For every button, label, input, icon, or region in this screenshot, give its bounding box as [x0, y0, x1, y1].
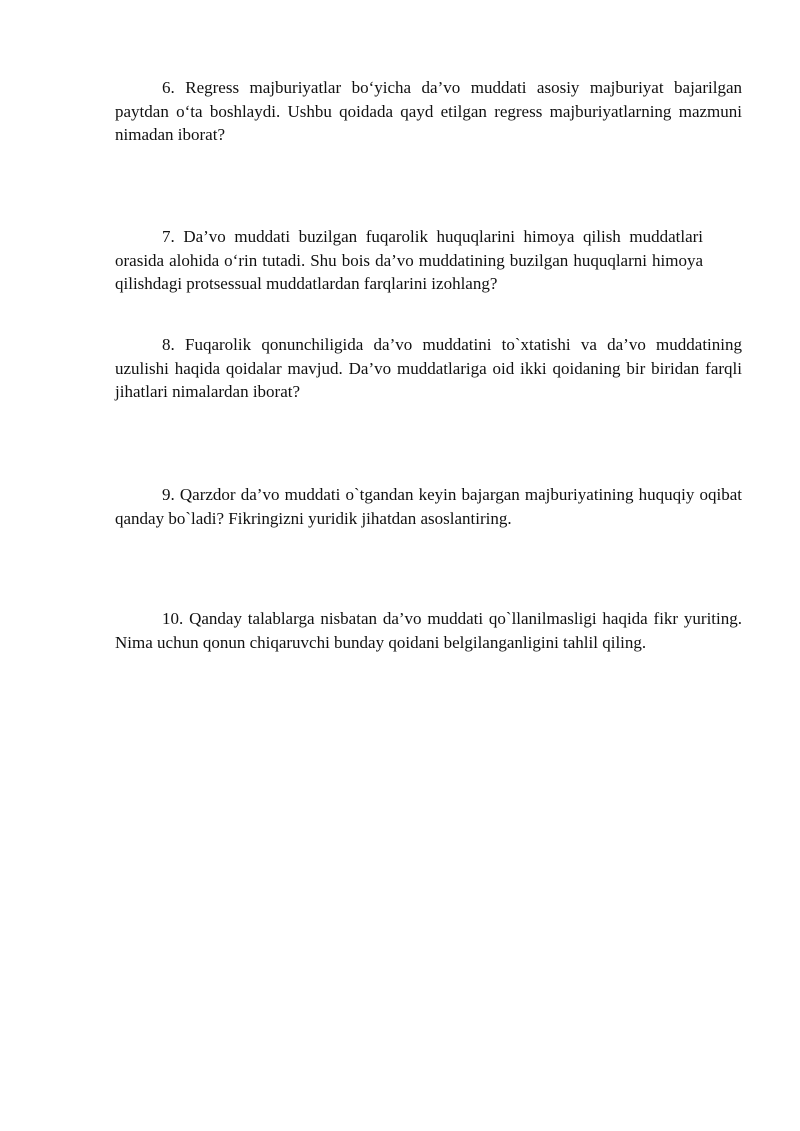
question-number: 7.	[162, 227, 175, 246]
question-6	[115, 76, 742, 147]
question-number: 6.	[162, 78, 175, 97]
question-number: 10.	[162, 609, 184, 628]
question-text: Qanday talablarga nisbatan da’vo muddati qo`llanilmasligi haqida fikr yuriting. Nima uchun qonun chiqaruvchi bunday qoidani belgilanganligini tahlil qiling.	[115, 609, 743, 652]
question-10	[115, 607, 742, 654]
question-text: Fuqarolik qonunchiligida da’vo muddatini to`xtatishi va da’vo muddatining uzulishi haqida qoidalar mavjud. Da’vo muddatlariga oid ikki qoidaning bir biridan farqli jihatlari nimalardan iborat?	[115, 335, 742, 401]
question-number: 8.	[162, 335, 175, 354]
question-text: Qarzdor da’vo muddati o`tgandan keyin bajargan majburiyatining huquqiy oqibat qanday bo`ladi? Fikringizni yuridik jihatdan asoslantiring.	[115, 485, 743, 528]
question-text: Regress majburiyatlar bo‘yicha da’vo muddati asosiy majburiyat bajarilgan paytdan o‘ta boshlaydi. Ushbu qoidada qayd etilgan regress majburiyatlarning mazmuni nimadan iborat?	[115, 78, 743, 144]
question-text: Da’vo muddati buzilgan fuqarolik huquqlarini himoya qilish muddatlari orasida alohida o‘rin tutadi. Shu bois da’vo muddatining buzilgan huquqlarni himoya qilishdagi protsessual muddatlardan farqlarini izohlang?	[115, 227, 704, 293]
question-8	[115, 333, 742, 404]
question-9	[115, 483, 742, 530]
question-7	[115, 225, 703, 296]
question-number: 9.	[162, 485, 175, 504]
